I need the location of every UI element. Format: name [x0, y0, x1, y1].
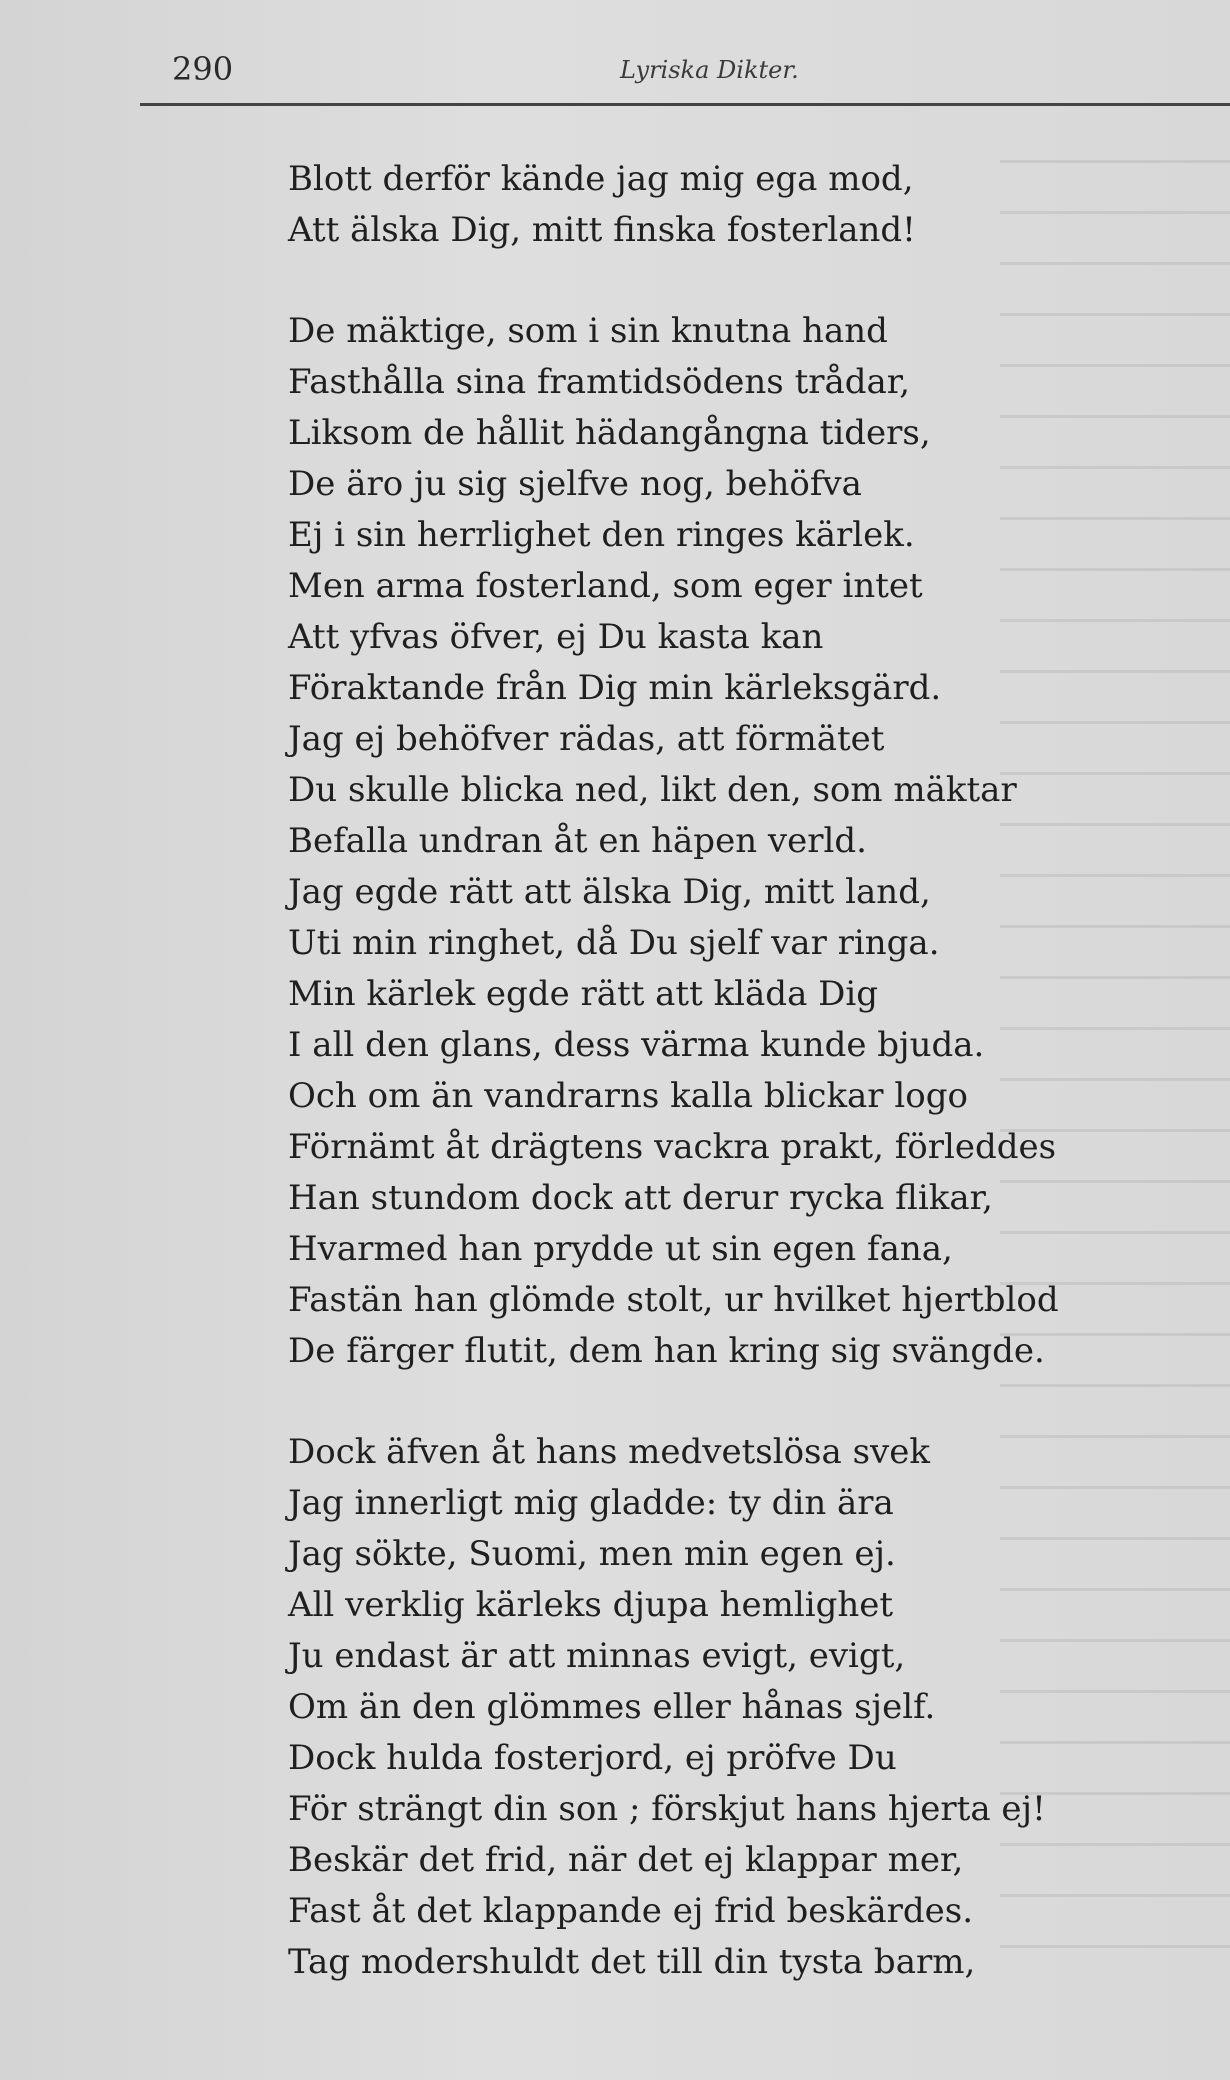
poem-line: Ju endast är att minnas evigt, evigt,: [288, 1636, 906, 1676]
poem-line: Dock hulda fosterjord, ej pröfve Du: [288, 1738, 897, 1778]
poem-body: [288, 154, 1188, 2038]
stanza-3: [288, 1427, 1188, 1988]
poem-line: Hvarmed han prydde ut sin egen fana,: [288, 1229, 953, 1269]
poem-line: Fasthålla sina framtidsödens trådar,: [288, 362, 911, 402]
running-title: Lyriska Dikter.: [620, 56, 799, 84]
poem-line: I all den glans, dess värma kunde bjuda.: [288, 1025, 985, 1065]
poem-line: Och om än vandrarns kalla blickar logo: [288, 1076, 968, 1116]
poem-line: Jag innerligt mig gladde: ty din ära: [288, 1483, 894, 1523]
poem-line: Uti min ringhet, då Du sjelf var ringa.: [288, 923, 940, 963]
poem-line: De mäktige, som i sin knutna hand: [288, 311, 888, 351]
poem-line: Beskär det frid, när det ej klappar mer,: [288, 1840, 964, 1880]
poem-line: Förnämt åt drägtens vackra prakt, förleddes: [288, 1127, 1057, 1167]
poem-line: Om än den glömmes eller hånas sjelf.: [288, 1687, 936, 1727]
poem-line: Fastän han glömde stolt, ur hvilket hjertblod: [288, 1280, 1059, 1320]
page-number: 290: [172, 50, 234, 88]
poem-line: Dock äfven åt hans medvetslösa svek: [288, 1432, 930, 1472]
poem-line: För strängt din son ; förskjut hans hjerta ej!: [288, 1789, 1046, 1829]
poem-line: De färger flutit, dem han kring sig svängde.: [288, 1331, 1045, 1371]
stanza-2: [288, 306, 1188, 1377]
poem-line: Jag ej behöfver rädas, att förmätet: [288, 719, 885, 759]
poem-line: Liksom de hållit hädangångna tiders,: [288, 413, 931, 453]
page-header: [0, 44, 1230, 94]
poem-line: Min kärlek egde rätt att kläda Dig: [288, 974, 879, 1014]
poem-line: All verklig kärleks djupa hemlighet: [288, 1585, 894, 1625]
poem-line: Ej i sin herrlighet den ringes kärlek.: [288, 515, 915, 555]
poem-line: Du skulle blicka ned, likt den, som mäktar: [288, 770, 1017, 810]
poem-line: Men arma fosterland, som eger intet: [288, 566, 923, 606]
poem-line: Blott derför kände jag mig ega mod,: [288, 159, 914, 199]
stanza-1: [288, 154, 1188, 256]
poem-line: Tag modershuldt det till din tysta barm,: [288, 1942, 976, 1982]
poem-line: Befalla undran åt en häpen verld.: [288, 821, 867, 861]
poem-line: Att älska Dig, mitt finska fosterland!: [288, 210, 916, 250]
poem-line: Föraktande från Dig min kärleksgärd.: [288, 668, 942, 708]
header-rule: [140, 103, 1230, 106]
poem-line: Fast åt det klappande ej frid beskärdes.: [288, 1891, 974, 1931]
poem-line: De äro ju sig sjelfve nog, behöfva: [288, 464, 862, 504]
poem-line: Han stundom dock att derur rycka flikar,: [288, 1178, 993, 1218]
poem-line: Jag egde rätt att älska Dig, mitt land,: [288, 872, 931, 912]
poem-line: Att yfvas öfver, ej Du kasta kan: [288, 617, 824, 657]
poem-line: Jag sökte, Suomi, men min egen ej.: [288, 1534, 896, 1574]
